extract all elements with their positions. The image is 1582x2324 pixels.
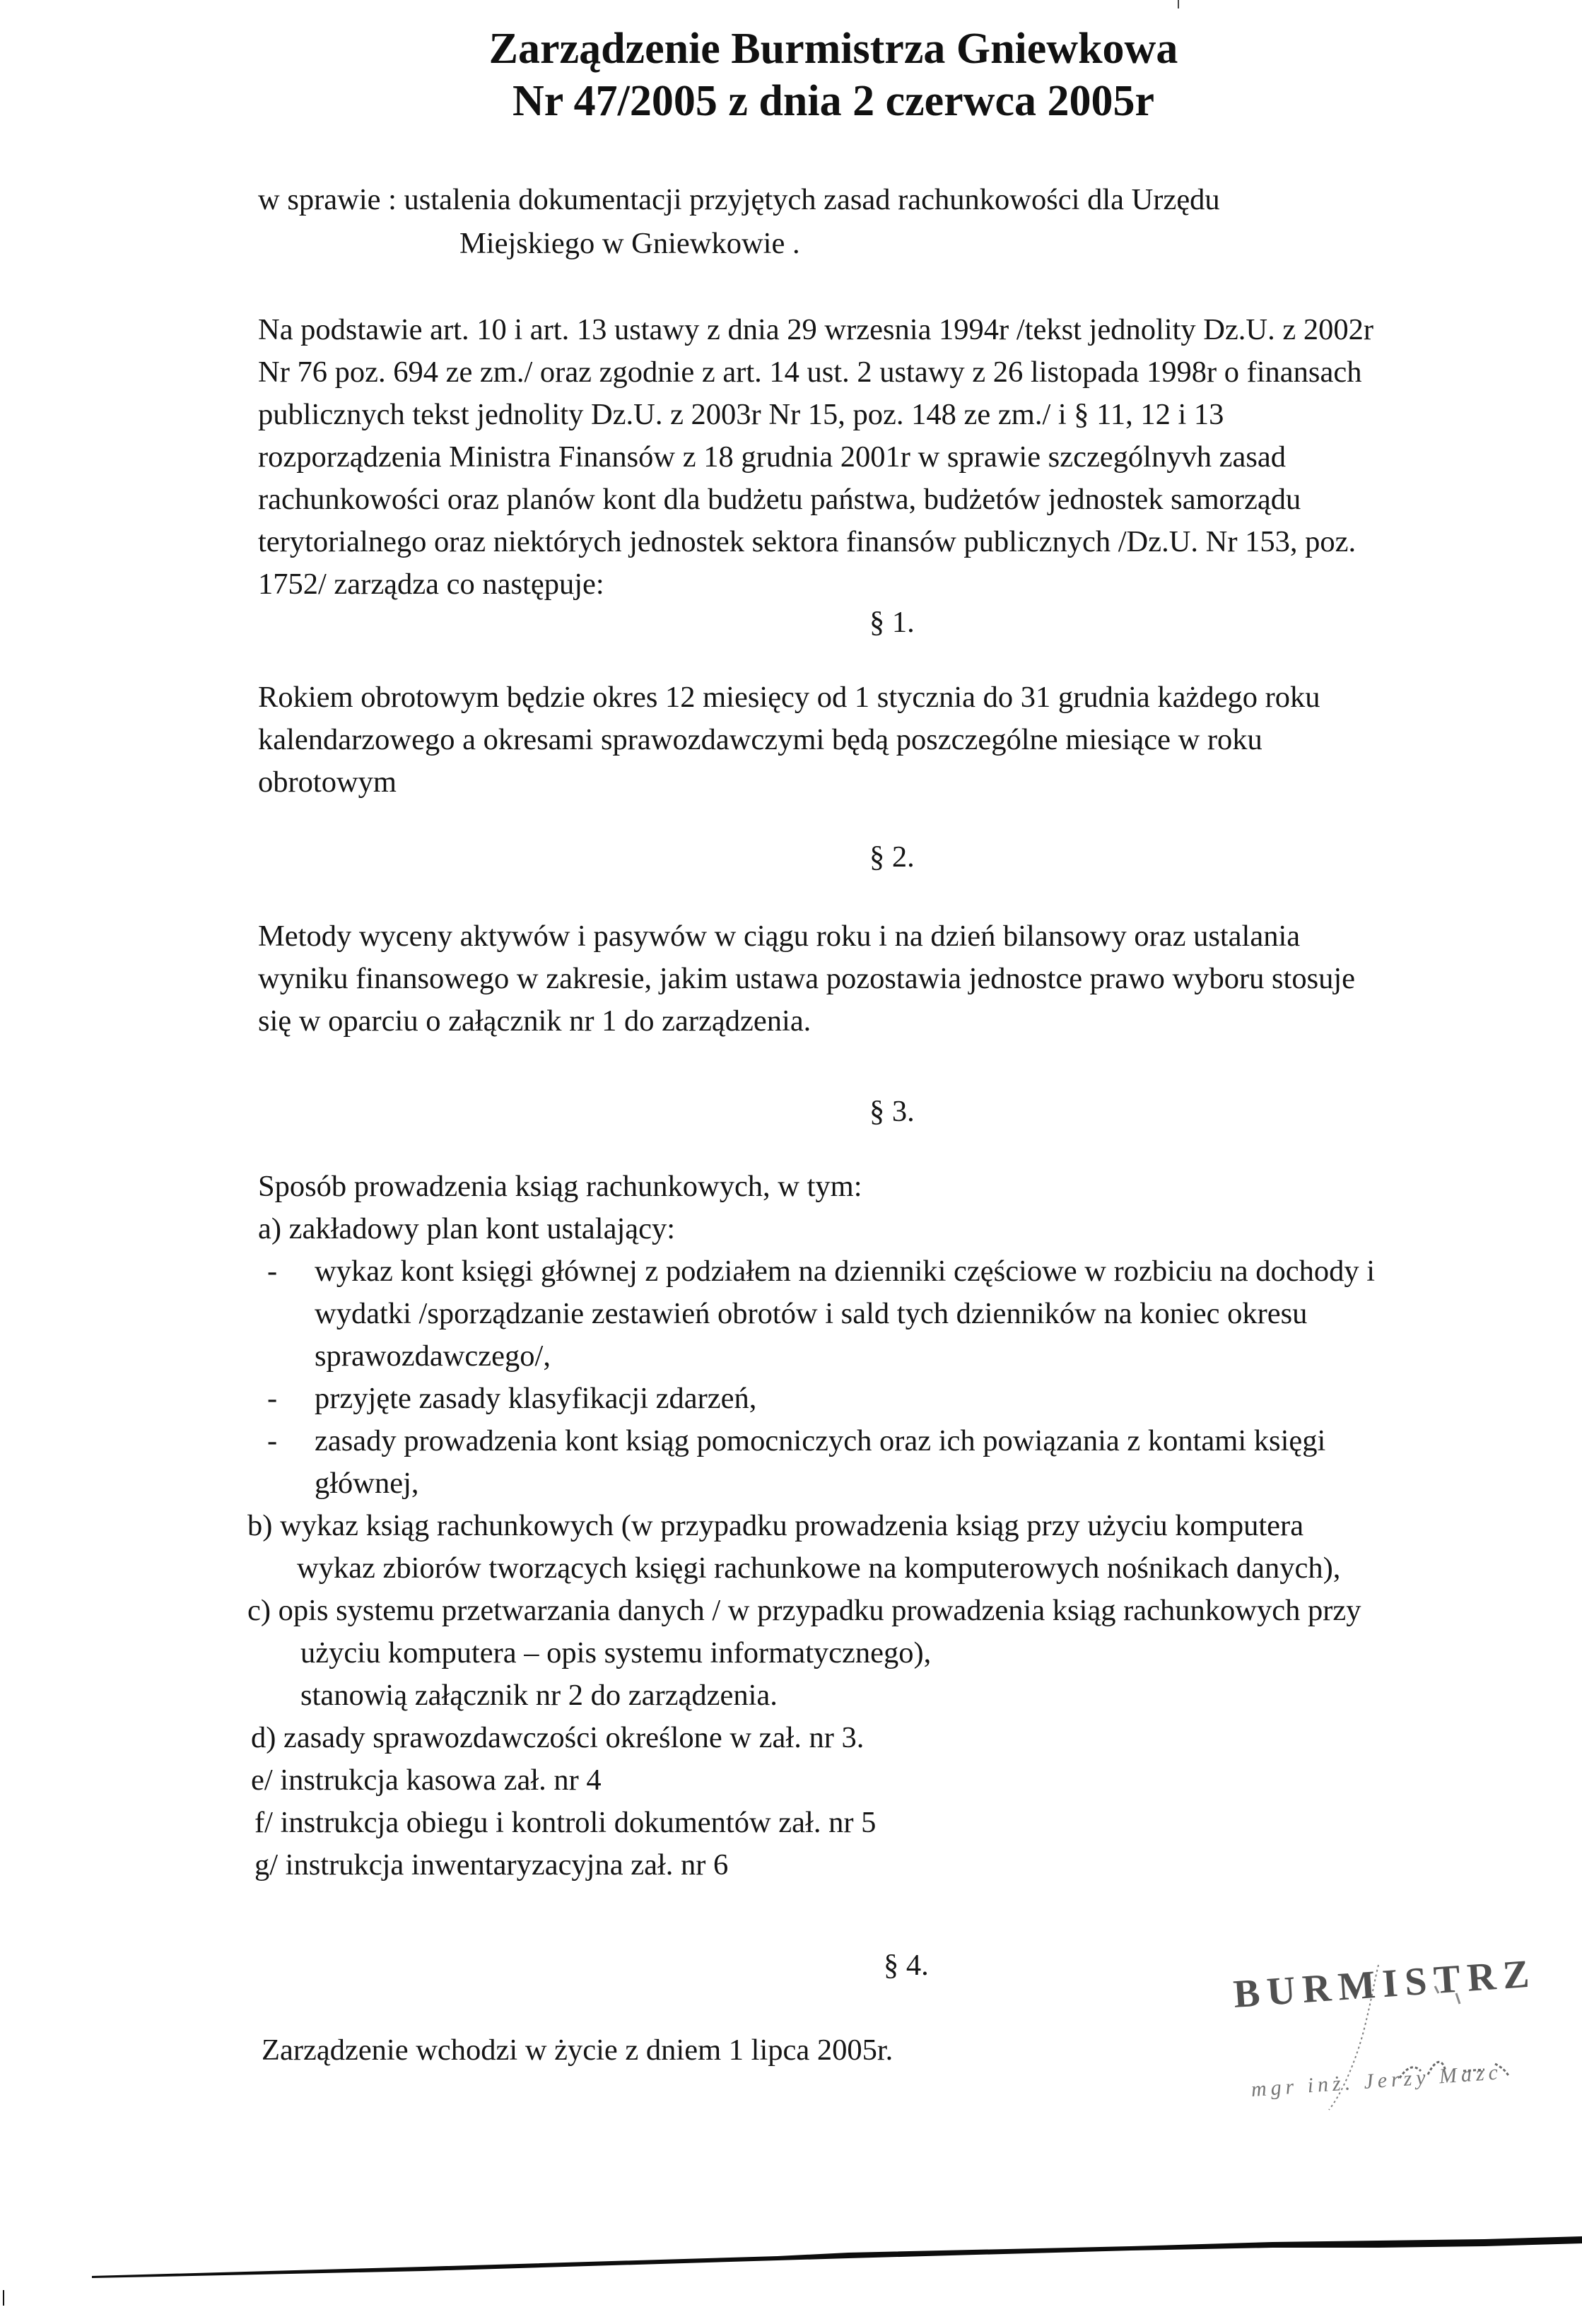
document-title: Zarządzenie Burmistrza Gniewkowa [488,25,1178,73]
section-3-item-g: g/ instrukcja inwentaryzacyjna zał. nr 6 [254,1848,729,1882]
preamble-line: Na podstawie art. 10 i art. 13 ustawy z dnia 29 wrzesnia 1994r /tekst jednolity Dz.U. z 2002r [258,313,1374,346]
bottom-rule-divider [0,2219,1582,2324]
section-2-line: wyniku finansowego w zakresie, jakim ustawa pozostawia jednostce prawo wyboru stosuje [258,962,1356,995]
scan-margin-mark [3,2290,4,2306]
preamble-line: 1752/ zarządza co następuje: [258,568,604,601]
preamble-line: rachunkowości oraz planów kont dla budżetu państwa, budżetów jednostek samorządu [258,483,1301,516]
section-3-item-c: użyciu komputera – opis systemu informatycznego), [300,1636,932,1669]
preamble-line: Nr 76 poz. 694 ze zm./ oraz zgodnie z art. 14 ust. 2 ustawy z 26 listopada 1998r o finansach [258,356,1362,389]
bullet-line: zasady prowadzenia kont ksiąg pomocniczych oraz ich powiązania z kontami księgi [315,1424,1326,1457]
bullet-line: wydatki /sporządzanie zestawień obrotów i sald tych dzienników na koniec okresu [315,1297,1308,1330]
section-2-heading: § 2. [869,840,915,874]
section-1-heading: § 1. [869,606,915,639]
official-stamp-name: mgr inż. Jerzy Mazc [1250,2060,1503,2101]
section-1-line: obrotowym [258,765,397,799]
preamble-line: rozporządzenia Ministra Finansów z 18 grudnia 2001r w sprawie szczególnyvh zasad [258,440,1286,474]
section-3-item-f: f/ instrukcja obiegu i kontroli dokumentów zał. nr 5 [254,1806,877,1839]
subject-line-1: w sprawie : ustalenia dokumentacji przyjętych zasad rachunkowości dla Urzędu [258,183,1220,216]
bullet-line: przyjęte zasady klasyfikacji zdarzeń, [315,1382,757,1415]
preamble-line: terytorialnego oraz niektórych jednostek sektora finansów publicznych /Dz.U. Nr 153, poz. [258,525,1357,558]
section-4-heading: § 4. [884,1949,929,1982]
section-2-line: Metody wyceny aktywów i pasywów w ciągu roku i na dzień bilansowy oraz ustalania [258,920,1301,953]
section-3-item-a: a) zakładowy plan kont ustalający: [258,1212,676,1245]
section-3-intro: Sposób prowadzenia ksiąg rachunkowych, w tym: [258,1170,862,1203]
subject-line-2: Miejskiego w Gniewkowie . [459,227,800,260]
bullet-line: głównej, [315,1467,419,1500]
section-3-item-b: b) wykaz ksiąg rachunkowych (w przypadku prowadzenia ksiąg przy użyciu komputera [247,1509,1304,1542]
preamble-line: publicznych tekst jednolity Dz.U. z 2003r Nr 15, poz. 148 ze zm./ i § 11, 12 i 13 [258,398,1224,431]
bullet-dash: - [267,1255,278,1288]
section-3-item-b: wykaz zbiorów tworzących księgi rachunkowe na komputerowych nośnikach danych), [297,1551,1341,1585]
bullet-line: sprawozdawczego/, [315,1339,551,1373]
bullet-dash: - [267,1382,278,1415]
section-4-text: Zarządzenie wchodzi w życie z dniem 1 lipca 2005r. [262,2034,893,2067]
section-3-heading: § 3. [869,1095,915,1128]
document-number-date: Nr 47/2005 z dnia 2 czerwca 2005r [512,77,1154,125]
section-3-item-e: e/ instrukcja kasowa zał. nr 4 [251,1763,602,1797]
section-3-item-c: stanowią załącznik nr 2 do zarządzenia. [300,1679,778,1712]
bullet-line: wykaz kont księgi głównej z podziałem na dzienniki częściowe w rozbiciu na dochody i [315,1255,1376,1288]
bullet-dash: - [267,1424,278,1457]
section-1-line: kalendarzowego a okresami sprawozdawczymi będą poszczególne miesiące w roku [258,723,1262,756]
section-1-line: Rokiem obrotowym będzie okres 12 miesięcy od 1 stycznia do 31 grudnia każdego roku [258,681,1320,714]
section-2-line: się w oparciu o załącznik nr 1 do zarządzenia. [258,1004,811,1038]
scan-artifact [1178,0,1179,8]
section-3-item-c: c) opis systemu przetwarzania danych / w przypadku prowadzenia ksiąg rachunkowych przy [247,1594,1361,1627]
official-stamp-title: BURMISTRZ [1231,1952,1538,2017]
handwritten-signature-icon [1315,1951,1548,2113]
section-3-item-d: d) zasady sprawozdawczości określone w zał. nr 3. [251,1721,865,1754]
